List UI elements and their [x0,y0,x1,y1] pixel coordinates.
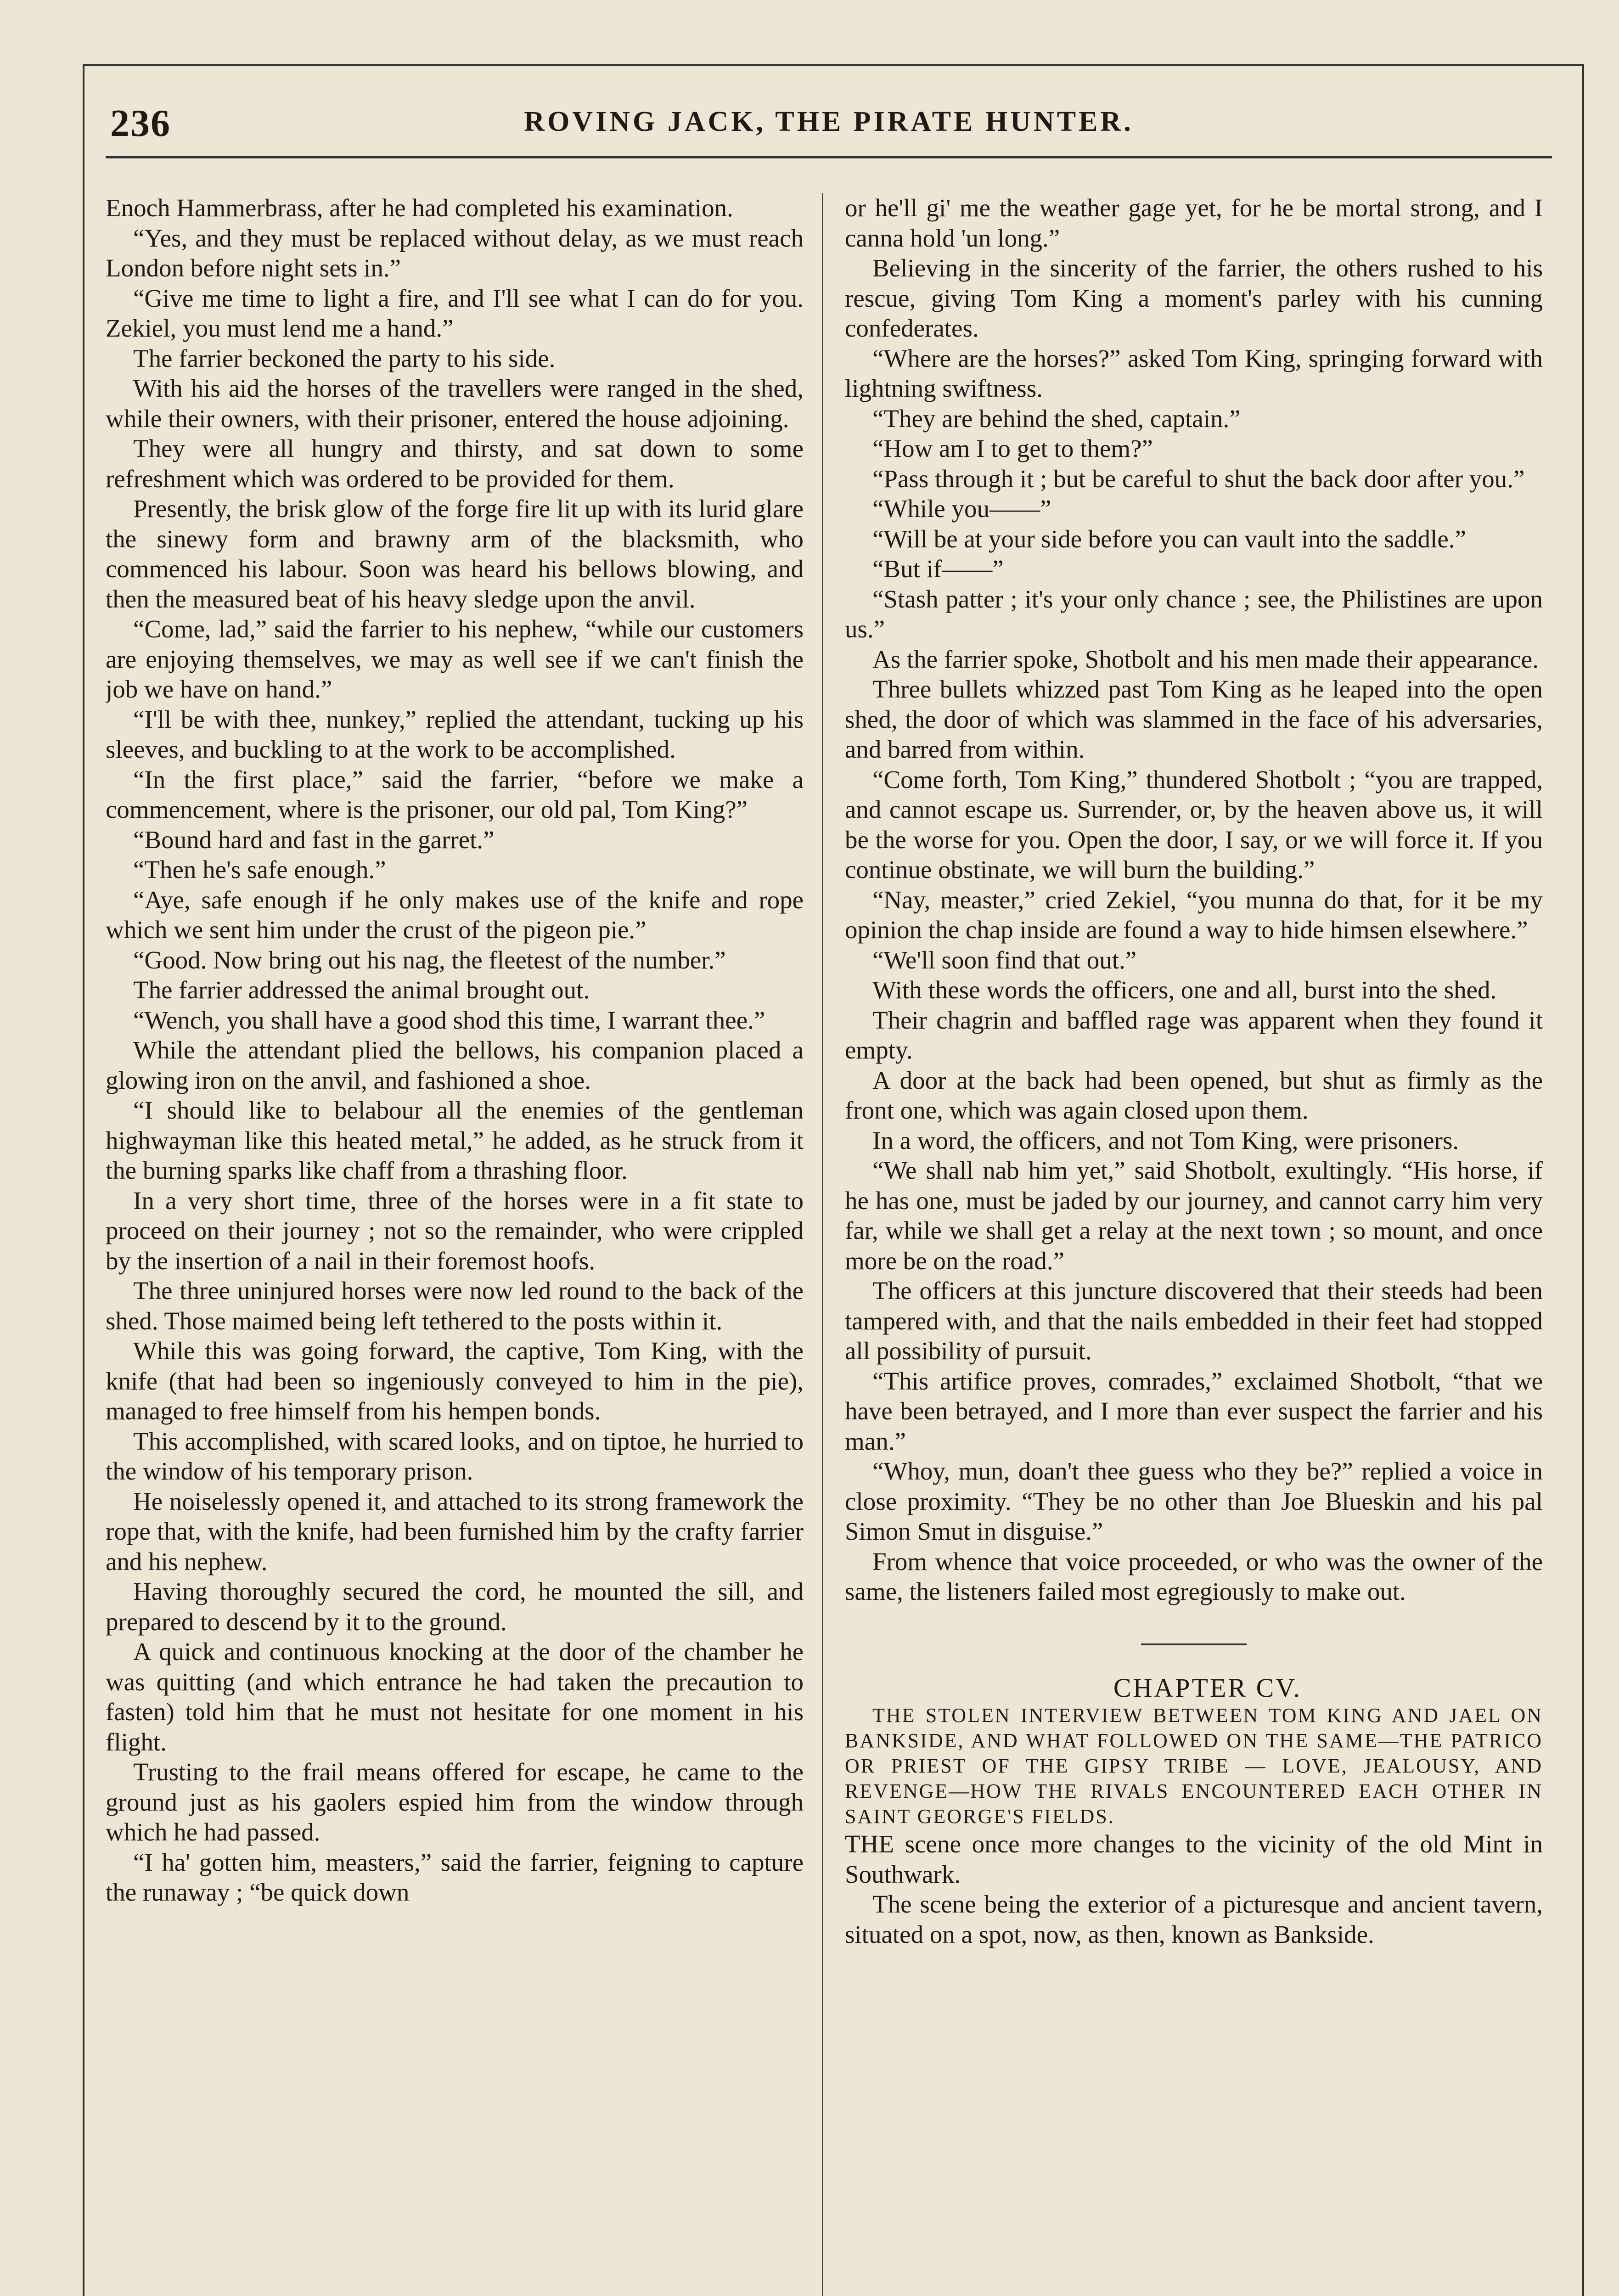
paragraph: He noiselessly opened it, and attached to its strong framework the rope that, with the knife, had been furnished him by the crafty farrier and his nephew. [106,1487,804,1576]
paragraph: “Pass through it ; but be careful to shut the back door after you.” [872,464,1525,493]
paragraph: “I should like to belabour all the enemies of the gentleman highwayman like this heated metal,” he added, as he struck from it the burning sparks like chaff from a thrashing floor. [106,1096,804,1184]
paragraph: “Bound hard and fast in the garret.” [133,825,495,854]
paragraph: Their chagrin and baffled rage was apparent when they found it empty. [845,1006,1543,1064]
paragraph: “Whoy, mun, doan't thee guess who they be?” replied a voice in close proximity. “They be no other than Joe Blueskin and his pal Simon Smut in disguise.” [845,1457,1543,1545]
paragraph: “How am I to get to them?” [872,434,1153,462]
paragraph: “But if——” [872,555,1004,583]
left-column [106,193,804,2296]
paragraph: “While you——” [872,495,1051,523]
paragraph: The farrier beckoned the party to his side. [133,344,556,372]
paragraph: From whence that voice proceeded, or who was the owner of the same, the listeners failed most egregiously to make out. [845,1547,1543,1605]
paragraph: “This artifice proves, comrades,” exclaimed Shotbolt, “that we have been betrayed, and I more than ever suspect the farrier and his man.” [845,1367,1543,1455]
paragraph: “Wench, you shall have a good shod this time, I warrant thee.” [133,1006,765,1034]
section-separator [1141,1643,1247,1645]
paragraph: While the attendant plied the bellows, his companion placed a glowing iron on the anvil, and fashioned a shoe. [106,1036,804,1094]
paragraph: With his aid the horses of the travellers were ranged in the shed, while their owners, with their prisoner, entered the house adjoining. [106,374,804,433]
paragraph: A quick and continuous knocking at the door of the chamber he was quitting (and which entrance he had taken the precaution to fasten) told him that he must not hesitate for one moment in his flight. [106,1638,804,1756]
paragraph: Three bullets whizzed past Tom King as he leaped into the open shed, the door of which was slammed in the face of his adversaries, and barred from within. [845,675,1543,763]
paragraph: “Stash patter ; it's your only chance ; see, the Philistines are upon us.” [845,585,1543,643]
paragraph: The farrier addressed the animal brought out. [133,976,590,1004]
paragraph: “I'll be with thee, nunkey,” replied the attendant, tucking up his sleeves, and buckling to at the work to be accomplished. [106,705,804,763]
paragraph: “Nay, measter,” cried Zekiel, “you munna do that, for it be my opinion the chap inside are found a way to hide himsen elsewhere.” [845,885,1543,944]
paragraph: “Aye, safe enough if he only makes use of the knife and rope which we sent him under the crust of the pigeon pie.” [106,885,804,944]
paragraph: Trusting to the frail means offered for escape, he came to the ground just as his gaolers espied him from the window through which he had passed. [106,1758,804,1846]
paragraph: Presently, the brisk glow of the forge fire lit up with its lurid glare the sinewy form and brawny arm of the blacksmith, who commenced his labour. Soon was heard his bellows blowing, and then the measured beat of his heavy sledge upon the anvil. [106,495,804,613]
paragraph: or he'll gi' me the weather gage yet, for he be mortal strong, and I canna hold 'un long.” [845,194,1543,252]
paragraph: In a word, the officers, and not Tom King, were prisoners. [872,1126,1459,1154]
paragraph: “Yes, and they must be replaced without delay, as we must reach London before night sets in.” [106,224,804,282]
right-column [845,193,1543,2296]
paragraph: “Come forth, Tom King,” thundered Shotbolt ; “you are trapped, and cannot escape us. Surrender, or, by the heaven above us, it will be the worse for you. Open the door, I say, or we will force it. If you continue obstinate, we will burn the building.” [845,765,1543,884]
page-header [106,92,1552,147]
paragraph: THE scene once more changes to the vicinity of the old Mint in Southwark. [845,1830,1543,1888]
header-rule [106,156,1552,158]
paragraph: As the farrier spoke, Shotbolt and his men made their appearance. [872,645,1539,673]
chapter-summary: THE STOLEN INTERVIEW BETWEEN TOM KING AND JAEL ON BANKSIDE, AND WHAT FOLLOWED ON THE SAME—THE PATRICO OR PRIEST OF THE GIPSY TRIBE — LOVE, JEALOUSY, AND REVENGE—HOW THE RIVALS ENCOUNTERED EACH OTHER IN SAINT GEORGE'S FIELDS. [845,1704,1543,1828]
paragraph: In a very short time, three of the horses were in a fit state to proceed on their journey ; not so the remainder, who were crippled by the insertion of a nail in their foremost hoofs. [106,1186,804,1275]
paragraph: The officers at this juncture discovered that their steeds had been tampered with, and that the nails embedded in their feet had stopped all possibility of pursuit. [845,1277,1543,1365]
paragraph: A door at the back had been opened, but shut as firmly as the front one, which was again closed upon them. [845,1066,1543,1124]
paragraph: They were all hungry and thirsty, and sat down to some refreshment which was ordered to be provided for them. [106,434,804,493]
paragraph: “They are behind the shed, captain.” [872,404,1241,433]
column-divider [822,193,823,2296]
paragraph: “In the first place,” said the farrier, “before we make a commencement, where is the prisoner, our old pal, Tom King?” [106,765,804,823]
paragraph: Believing in the sincerity of the farrier, the others rushed to his rescue, giving Tom King a moment's parley with his cunning confederates. [845,254,1543,342]
paragraph: This accomplished, with scared looks, and on tiptoe, he hurried to the window of his temporary prison. [106,1427,804,1485]
running-title: ROVING JACK, THE PIRATE HUNTER. [524,106,1134,137]
paragraph: “We shall nab him yet,” said Shotbolt, exultingly. “His horse, if he has one, must be jaded by our journey, and cannot carry him very far, while we shall get a relay at the next town ; so mount, and once more be on the road.” [845,1156,1543,1275]
chapter-heading: CHAPTER CV. [1113,1672,1302,1703]
paragraph: While this was going forward, the captive, Tom King, with the knife (that had been so ingeniously conveyed to him in the pie), managed to free himself from his hempen bonds. [106,1337,804,1425]
paragraph: Having thoroughly secured the cord, he mounted the sill, and prepared to descend by it to the ground. [106,1577,804,1636]
paragraph: “We'll soon find that out.” [872,945,1137,974]
paragraph: “Give me time to light a fire, and I'll see what I can do for you. Zekiel, you must lend me a hand.” [106,284,804,342]
paragraph: “I ha' gotten him, measters,” said the farrier, feigning to capture the runaway ; “be quick down [106,1848,804,1906]
paragraph: With these words the officers, one and all, burst into the shed. [872,976,1497,1004]
paragraph: “Then he's safe enough.” [133,855,386,884]
paragraph: “Where are the horses?” asked Tom King, springing forward with lightning swiftness. [845,344,1543,402]
paragraph: Enoch Hammerbrass, after he had completed his examination. [106,194,733,222]
paragraph: The scene being the exterior of a picturesque and ancient tavern, situated on a spot, now, as then, known as Bankside. [845,1890,1543,1948]
paragraph: The three uninjured horses were now led round to the back of the shed. Those maimed being left tethered to the posts within it. [106,1277,804,1335]
paragraph: “Come, lad,” said the farrier to his nephew, “while our customers are enjoying themselves, we may as well see if we can't finish the job we have on hand.” [106,615,804,703]
page-number: 236 [110,102,171,145]
paragraph: “Good. Now bring out his nag, the fleetest of the number.” [133,945,726,974]
paragraph: “Will be at your side before you can vault into the saddle.” [872,524,1466,553]
